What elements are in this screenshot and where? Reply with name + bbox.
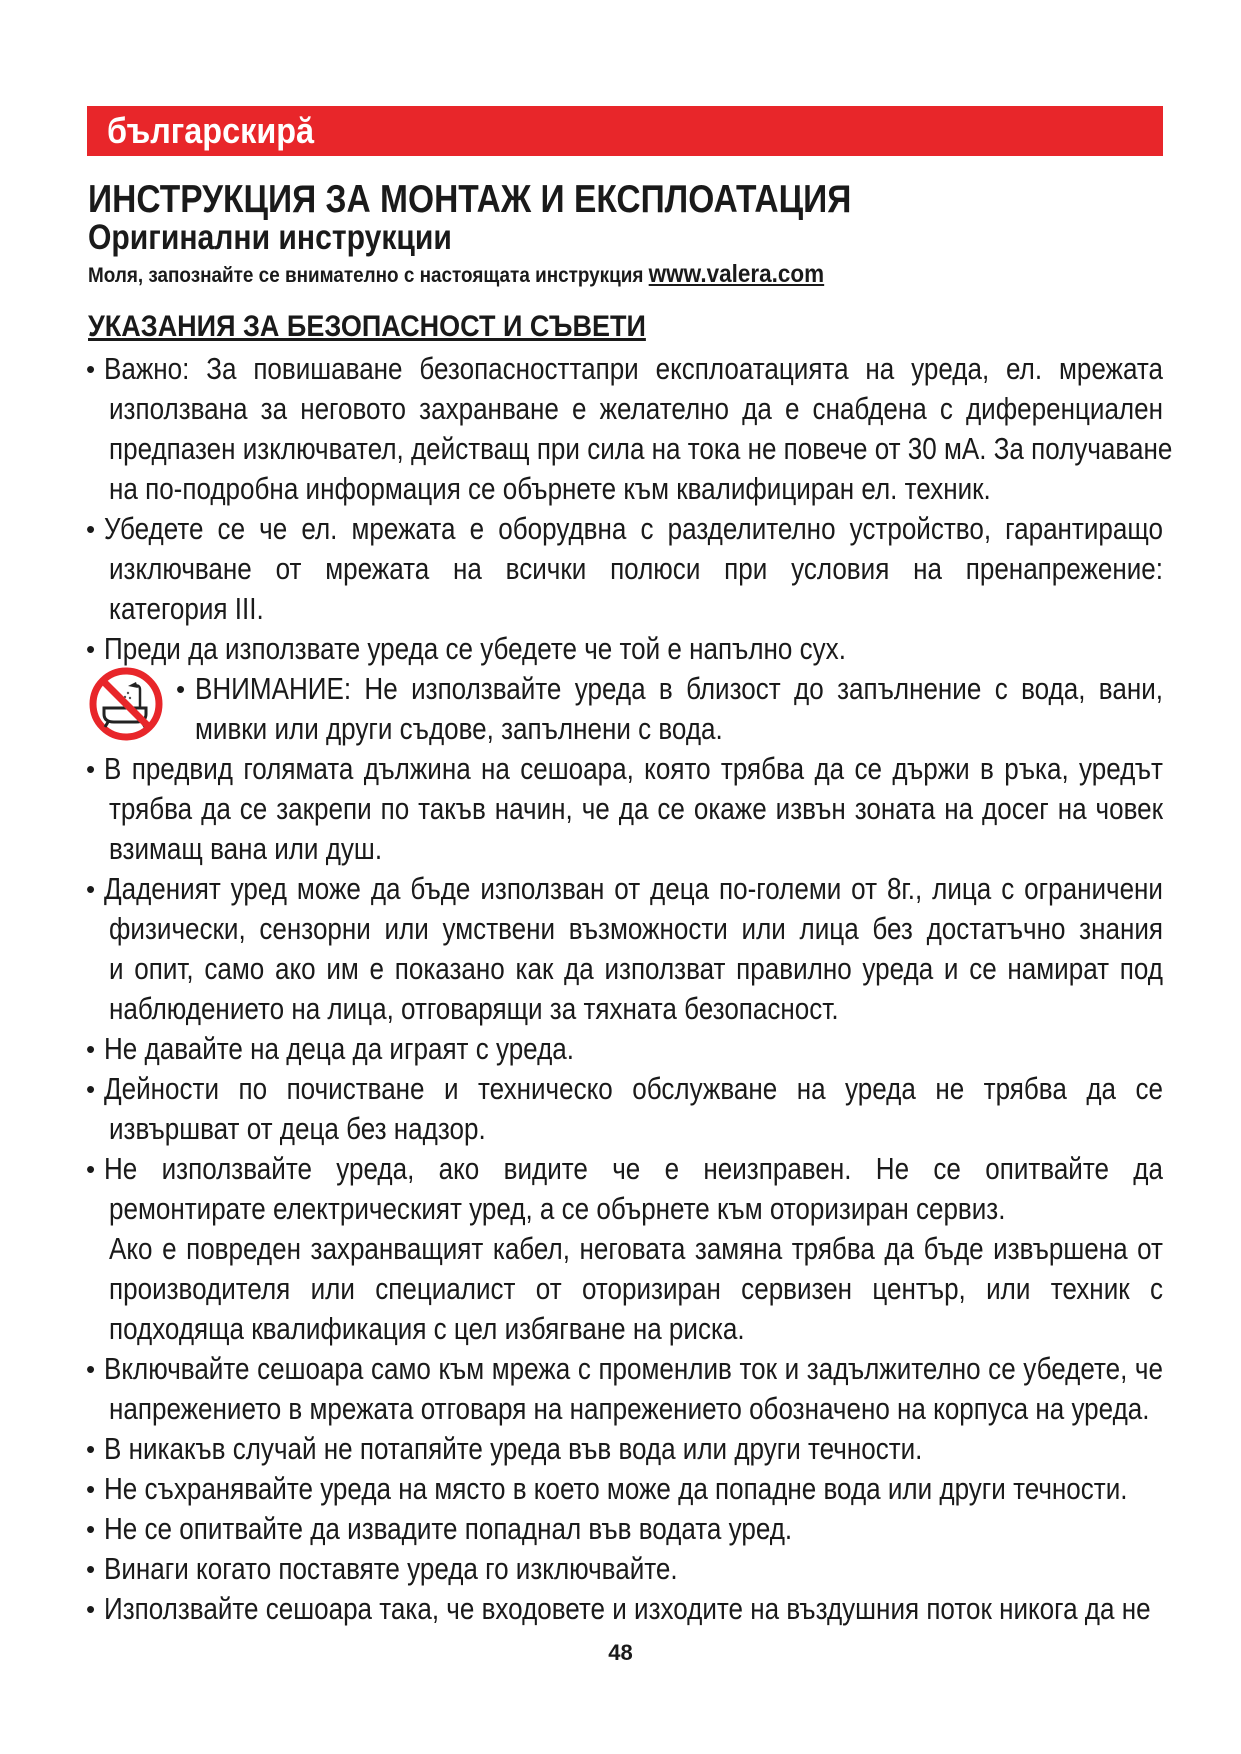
instruction-line: Важно: За повишаване безопасносттапри експлоатацията на уреда, ел. мрежата	[104, 351, 1163, 386]
bullet-icon: •	[86, 1554, 96, 1584]
instruction-line: ВНИМАНИЕ: Не използвайте уреда в близост до запълнение с вода, вани,	[195, 671, 1163, 706]
instruction-line: физически, сензорни или умствени възможности или лица без достатъчно знания	[109, 911, 1163, 946]
instruction-line: мивки или други съдове, запълнени с вода.	[195, 711, 723, 746]
instruction-line: Даденият уред може да бъде използван от деца по-големи от 8г., лица с ограничени	[104, 871, 1163, 906]
bullet-icon: •	[86, 514, 96, 544]
bullet-icon: •	[86, 874, 96, 904]
bullet-icon: •	[176, 674, 186, 704]
instruction-line: използвана за неговото захранване е желателно да е снабдена с диференциален	[109, 391, 1163, 426]
bullet-icon: •	[86, 1434, 96, 1464]
instruction-line: подходяща квалификация с цел избягване на риска.	[109, 1311, 745, 1346]
instruction-line: извършват от деца без надзор.	[109, 1111, 486, 1146]
instruction-line: Не използвайте уреда, ако видите че е неизправен. Не се опитвайте да	[104, 1151, 1163, 1186]
instruction-line: трябва да се закрепи по такъв начин, че да се окаже извън зоната на досег на човек	[109, 791, 1163, 826]
instruction-line: Включвайте сешоара само към мрежа с променлив ток и задължително се убедете, че	[104, 1351, 1163, 1386]
instruction-line: Не давайте на деца да играят с уреда.	[104, 1031, 574, 1066]
bullet-icon: •	[86, 1514, 96, 1544]
language-label: българскиpă	[107, 110, 315, 151]
instruction-line: взимащ вана или душ.	[109, 831, 383, 866]
bullet-icon: •	[86, 1594, 96, 1624]
instruction-line: Преди да използвате уреда се убедете че той е напълно сух.	[104, 631, 846, 666]
instruction-line: Винаги когато поставяте уреда го изключвайте.	[104, 1551, 678, 1586]
bullet-icon: •	[86, 1154, 96, 1184]
bullet-icon: •	[86, 634, 96, 664]
bullet-icon: •	[86, 1474, 96, 1504]
language-banner	[87, 106, 1163, 156]
instruction-line: и опит, само ако им е показано как да използват правилно уреда и се намират под	[109, 951, 1163, 986]
page-number: 48	[608, 1640, 633, 1665]
bullet-icon: •	[86, 1034, 96, 1064]
instruction-line: Дейности по почистване и техническо обслужване на уреда не трябва да се	[104, 1071, 1163, 1106]
instruction-line: В никакъв случай не потапяйте уреда във вода или други течности.	[104, 1431, 923, 1466]
bullet-icon: •	[86, 754, 96, 784]
bullet-icon: •	[86, 1074, 96, 1104]
instruction-line: Не се опитвайте да извадите попаднал във водата уред.	[104, 1511, 793, 1546]
instruction-line: Не съхранявайте уреда на място в което може да попадне вода или други течности.	[104, 1471, 1128, 1506]
instruction-line: Използвайте сешоара така, че входовете и изходите на въздушния поток никога да не	[104, 1591, 1151, 1626]
instruction-line: наблюдението на лица, отговарящи за тяхната безопасност.	[109, 991, 839, 1026]
website-link[interactable]: www.valera.com	[648, 260, 825, 288]
instruction-line: напрежението в мрежата отговаря на напрежението обозначено на корпуса на уреда.	[109, 1391, 1150, 1426]
instruction-line: Ако е повреден захранващият кабел, неговата замяна трябва да бъде извършена от	[109, 1231, 1163, 1266]
section-heading: УКАЗАНИЯ ЗА БЕЗОПАСНОСТ И СЪВЕТИ	[88, 310, 646, 343]
note-text: Моля, запознайте се внимателно с настоящата инструкция	[88, 264, 644, 287]
bullet-icon: •	[86, 354, 96, 384]
instruction-line: Убедете се че ел. мрежата е оборудвна с разделително устройство, гарантиращо	[104, 511, 1163, 546]
instruction-line: В предвид голямата дължина на сешоара, която трябва да се държи в ръка, уредът	[104, 751, 1163, 786]
read-instructions-note	[88, 260, 824, 289]
instruction-line: предпазен изключвател, действащ при сила на тока не повече от 30 мА. За получаване	[109, 431, 1173, 466]
instruction-line: на по-подробна информация се обърнете към квалифициран ел. техник.	[109, 471, 991, 506]
bullet-icon: •	[86, 1354, 96, 1384]
instruction-line: ремонтирате електрическият уред, а се обърнете към оторизиран сервиз.	[109, 1191, 1006, 1226]
no-bathing-prohibition-icon	[88, 666, 164, 742]
instruction-line: производителя или специалист от оторизиран сервизен център, или техник с	[109, 1271, 1163, 1306]
instruction-line: изключване от мрежата на всички полюси при условия на пренапрежение:	[109, 551, 1163, 586]
page-subtitle: Оригинални инструкции	[88, 218, 452, 257]
page-title: ИНСТРУКЦИЯ ЗА МОНТАЖ И ЕКСПЛОАТАЦИЯ	[88, 178, 852, 221]
instruction-line: категория III.	[109, 591, 264, 626]
